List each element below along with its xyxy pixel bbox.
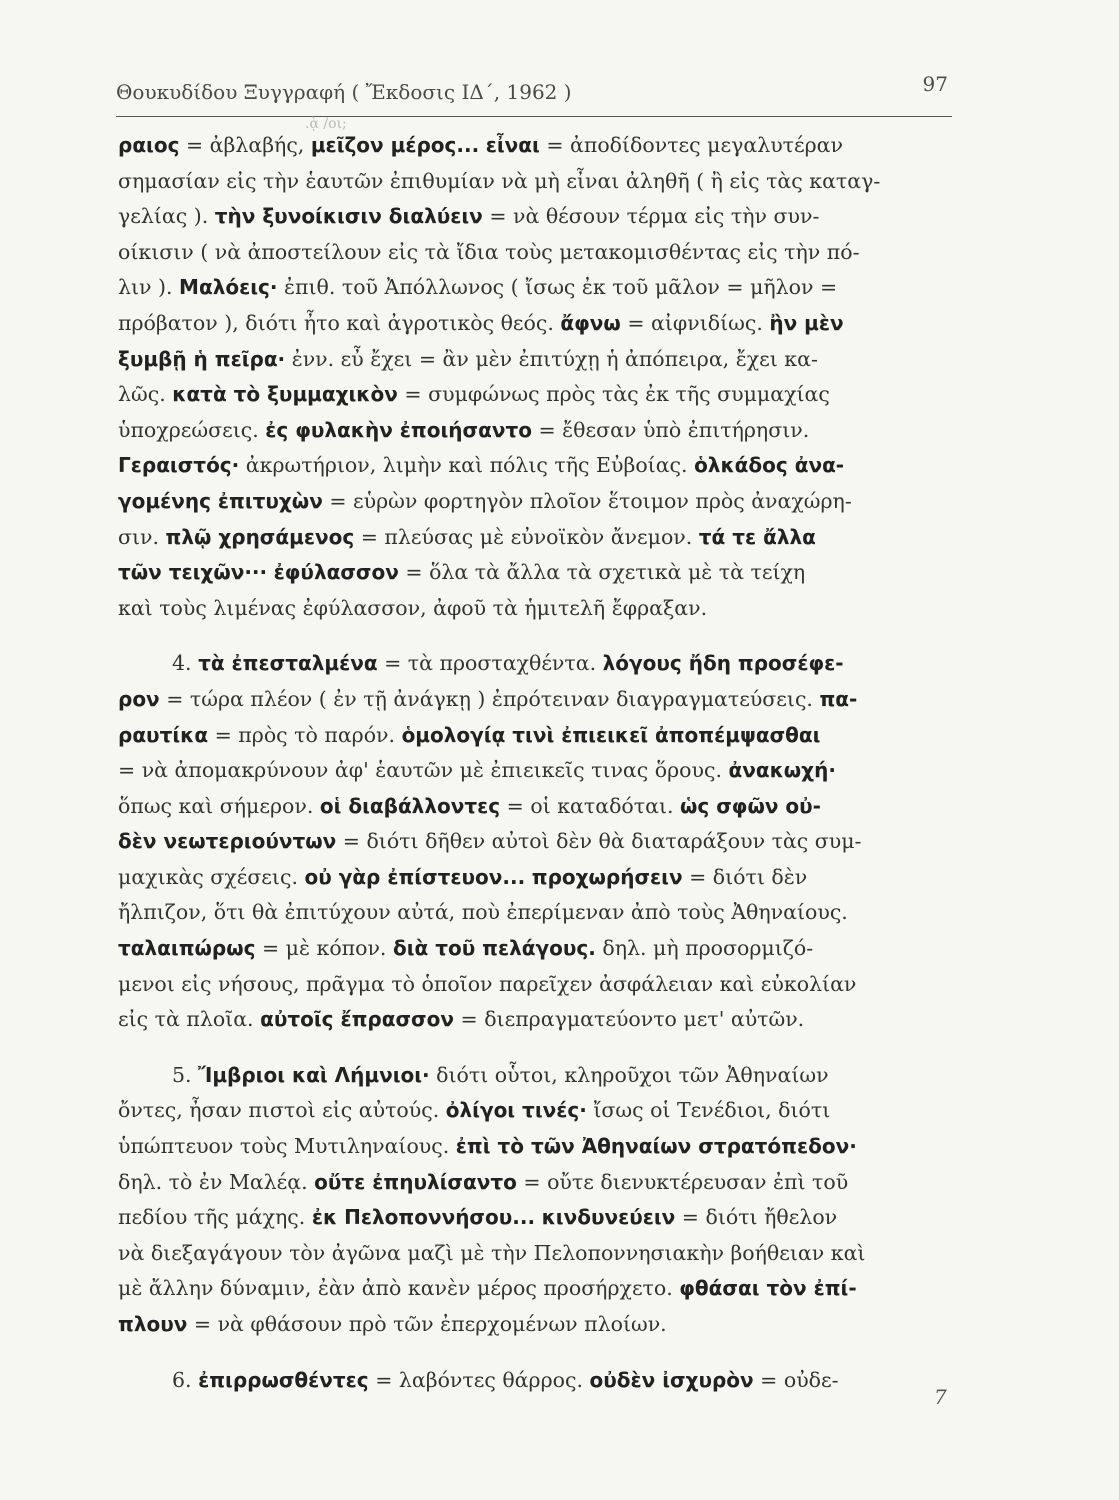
lemma-term: οἱ διαβάλλοντες <box>319 793 501 818</box>
lemma-term: Γεραιστός· <box>118 453 240 478</box>
lemma-term: πλῷ χρησάμενος <box>165 524 355 549</box>
gloss-text: σημασίαν εἰς τὴν ἑαυτῶν ἐπιθυμίαν νὰ μὴ εἶναι ἀληθῆ ( ἢ εἰς τὰς καταγ- <box>118 168 881 193</box>
lemma-term: ραυτίκα <box>118 722 209 747</box>
lemma-term: ἐφύλασσον <box>273 560 399 585</box>
text-line <box>118 342 958 378</box>
text-line <box>118 824 958 860</box>
gloss-text: πρόβατον ), διότι ἦτο καὶ ἀγροτικὸς θεός. <box>118 310 561 335</box>
gloss-text: = νὰ ἀπομακρύνουν ἀφ' ἑαυτῶν μὲ ἐπιεικεῖς τινας ὅρους. <box>118 758 729 783</box>
gloss-text: = νὰ φθάσουν πρὸ τῶν ἐπερχομένων πλοίων. <box>187 1312 667 1336</box>
lemma-term: οὔτε ἐπηυλίσαντο <box>314 1169 517 1194</box>
page-number: 97 <box>922 72 948 96</box>
gloss-text: = μὲ κόπον. <box>255 936 393 961</box>
gloss-text: 5. <box>172 1062 199 1087</box>
lemma-term: τά τε ἄλλα <box>698 524 816 549</box>
text-line <box>118 1165 958 1201</box>
lemma-term: αὐτοῖς ἔπρασσον <box>260 1007 454 1032</box>
lemma-term: πλουν <box>118 1312 188 1336</box>
lemma-term: ἐπὶ τὸ τῶν Ἀθηναίων στρατόπεδον· <box>455 1134 857 1159</box>
text-line <box>118 235 958 271</box>
text-line <box>118 164 958 200</box>
text-line <box>118 377 958 413</box>
gloss-text: ἐπιθ. τοῦ Ἀπόλλωνος ( ἴσως ἐκ τοῦ μᾶλον = μῆλον = <box>277 275 838 300</box>
lemma-term: ὁμολογίᾳ τινὶ ἐπιεικεῖ ἀποπέμψασθαι <box>401 722 821 747</box>
lemma-term: ὁλκάδος ἀνα- <box>694 453 845 478</box>
lemma-term: ἢν μὲν <box>769 310 844 335</box>
gloss-text: γελίας ). <box>118 204 215 229</box>
gloss-text: νὰ διεξαγάγουν τὸν ἀγῶνα μαζὶ μὲ τὴν Πελοποννησιακὴν βοήθειαν καὶ <box>118 1240 866 1265</box>
text-line <box>118 682 958 718</box>
lemma-term: ἄφνω <box>560 310 621 335</box>
text-line <box>118 1002 958 1038</box>
text-line <box>118 646 958 682</box>
gloss-text: λιν ). <box>118 275 180 300</box>
lemma-term: δὲν νεωτεριούντων <box>118 829 337 854</box>
gloss-text: = ἔθεσαν ὑπὸ ἐπιτήρησιν. <box>531 417 810 442</box>
gloss-text: = συμφώνως πρὸς τὰς ἐκ τῆς συμμαχίας <box>397 382 830 407</box>
gloss-text: ἀκρωτήριον, λιμὴν καὶ πόλις τῆς Εὐβοίας. <box>239 453 695 478</box>
text-line <box>118 1129 958 1165</box>
text-line <box>118 753 958 789</box>
gloss-text: = ἀποδίδοντες μεγαλυτέραν <box>539 133 843 157</box>
text-line <box>118 967 958 1003</box>
gloss-text: ὅπως καὶ σήμερον. <box>118 793 320 818</box>
commentary-body <box>118 128 958 1398</box>
gloss-text: = τὰ προσταχθέντα. <box>377 651 603 676</box>
lemma-term: ρον <box>118 686 160 711</box>
gloss-text: = οὔτε διενυκτέρευσαν ἐπὶ τοῦ <box>516 1169 849 1194</box>
text-line <box>118 860 958 896</box>
gloss-text: ὑποχρεώσεις. <box>118 417 266 442</box>
gloss-text: ὑπώπτευον τοὺς Μυτιληναίους. <box>118 1134 456 1159</box>
gloss-text: = πλεύσας μὲ εὐνοϊκὸν ἄνεμον. <box>354 524 699 549</box>
gloss-text: ἴσως οἱ Τενέδιοι, διότι <box>586 1098 831 1123</box>
gloss-text: = διότι δὲν <box>682 864 808 889</box>
gloss-text: μὲ ἄλλην δύναμιν, ἐὰν ἀπὸ κανὲν μέρος προσήρχετο. <box>118 1276 680 1301</box>
lemma-term: λόγους ἤδη προσέφε- <box>602 651 844 676</box>
lemma-term: κινδυνεύειν <box>541 1205 676 1230</box>
gloss-text: δηλ. μὴ προσορμιζό- <box>595 936 814 961</box>
gloss-text: = νὰ θέσουν τέρμα εἰς τὴν συν- <box>482 204 820 229</box>
lemma-term: ἐκ Πελοποννήσου... <box>311 1205 536 1230</box>
gloss-text: διότι οὗτοι, κληροῦχοι τῶν Ἀθηναίων <box>429 1062 829 1087</box>
text-line <box>118 270 958 306</box>
gloss-text: οίκισιν ( νὰ ἀποστείλουν εἰς τὰ ἴδια τοὺς μετακομισθέντας εἰς τὴν πό- <box>118 239 860 264</box>
lemma-term: ξυμβῇ ἡ πεῖρα· <box>118 346 286 371</box>
gloss-text: μενοι εἰς νήσους, πρᾶγμα τὸ ὁποῖον παρεῖχεν ἀσφάλειαν καὶ εὐκολίαν <box>118 971 857 996</box>
text-line <box>118 128 958 164</box>
lemma-term: οὐ γὰρ ἐπίστευον... <box>304 864 526 889</box>
gloss-text: 4. <box>172 651 199 676</box>
text-line <box>118 199 958 235</box>
gloss-text: εἰς τὰ πλοῖα. <box>118 1007 261 1032</box>
header-rule <box>116 116 952 117</box>
gloss-text: = ὅλα τὰ ἄλλα τὰ σχετικὰ μὲ τὰ τείχη <box>398 560 806 585</box>
gloss-text: ἤλπιζον, ὅτι θὰ ἐπιτύχουν αὐτά, ποὺ ἐπερίμεναν ἀπὸ τοὺς Ἀθηναίους. <box>118 900 848 925</box>
gloss-text: μαχικὰς σχέσεις. <box>118 864 305 889</box>
text-line <box>118 413 958 449</box>
text-line <box>118 1093 958 1129</box>
gloss-text: λῶς. <box>118 382 173 407</box>
bleed-through-text: .ᾲ /οι; <box>305 116 347 132</box>
text-line <box>118 1058 958 1094</box>
lemma-term: τῶν τειχῶν··· <box>118 560 268 585</box>
gloss-text: = τώρα πλέον ( ἐν τῇ ἀνάγκῃ ) ἐπρότειναν διαγραγματεύσεις. <box>159 686 820 711</box>
gloss-text: = πρὸς τὸ παρόν. <box>208 722 402 747</box>
lemma-term: ἐπιρρωσθέντες <box>198 1367 369 1392</box>
lemma-term: διὰ τοῦ πελάγους. <box>392 936 596 961</box>
gloss-text: = εὑρὼν φορτηγὸν πλοῖον ἕτοιμον πρὸς ἀναχώρη- <box>322 488 852 513</box>
lemma-term: ταλαιπώρως <box>118 936 256 961</box>
gloss-text: = αἰφνιδίως. <box>620 310 770 335</box>
lemma-term: προχωρήσειν <box>531 864 683 889</box>
text-line <box>118 1200 958 1236</box>
text-line <box>118 895 958 931</box>
gloss-text: = διεπραγματεύοντο μετ' αὐτῶν. <box>453 1007 805 1032</box>
text-line <box>118 1363 958 1399</box>
gloss-text: ἐνν. εὖ ἔχει = ἂν μὲν ἐπιτύχῃ ἡ ἀπόπειρα, ἔχει κα- <box>285 346 818 371</box>
lemma-term: τὴν ξυνοίκισιν διαλύειν <box>214 204 483 229</box>
lemma-term: πα- <box>819 686 858 711</box>
text-line <box>118 1271 958 1307</box>
lemma-term: ὡς σφῶν οὐ- <box>680 793 821 818</box>
lemma-term: ραιος <box>118 133 180 157</box>
lemma-term: Μαλόεις· <box>179 275 278 300</box>
lemma-term: μεῖζον μέρος... <box>310 133 480 157</box>
gloss-text: 6. <box>172 1367 199 1392</box>
text-line <box>118 1307 958 1343</box>
gloss-text: = λαβόντες θάρρος. <box>368 1367 590 1392</box>
lemma-term: φθάσαι τὸν ἐπί- <box>679 1276 857 1301</box>
gloss-text: = ἀβλαβής, <box>179 133 311 157</box>
text-line <box>118 591 958 627</box>
text-line <box>118 520 958 556</box>
running-head-title: Θουκυδίδου Ξυγγραφή ( Ἔκδοσις ΙΔ΄, 1962 ) <box>116 80 572 104</box>
lemma-term: γομένης ἐπιτυχὼν <box>118 488 323 513</box>
signature-mark: 7 <box>934 1385 947 1409</box>
lemma-term: κατὰ τὸ ξυμμαχικὸν <box>172 382 398 407</box>
gloss-text: = διότι ἤθελον <box>675 1205 838 1230</box>
text-line <box>118 306 958 342</box>
text-line <box>118 718 958 754</box>
lemma-term: ἀνακωχή· <box>728 758 836 783</box>
lemma-term: Ἴμβριοι καὶ Λήμνιοι· <box>198 1062 430 1087</box>
gloss-text: = οἱ καταδόται. <box>500 793 681 818</box>
text-line <box>118 484 958 520</box>
text-line <box>118 1236 958 1272</box>
gloss-text: πεδίου τῆς μάχης. <box>118 1205 312 1230</box>
lemma-term: ὀλίγοι τινές· <box>445 1098 587 1123</box>
text-line <box>118 555 958 591</box>
gloss-text: = οὐδε- <box>753 1367 839 1392</box>
lemma-term: τὰ ἐπεσταλμένα <box>198 651 378 676</box>
gloss-text: = διότι δῆθεν αὐτοὶ δὲν θὰ διαταράξουν τὰς συμ- <box>336 829 862 854</box>
text-line <box>118 789 958 825</box>
text-line <box>118 448 958 484</box>
gloss-text: δηλ. τὸ ἐν Μαλέᾳ. <box>118 1169 315 1194</box>
lemma-term: ἐς φυλακὴν ἐποιήσαντο <box>265 417 532 442</box>
lemma-term: εἶναι <box>485 133 540 157</box>
gloss-text: καὶ τοὺς λιμένας ἐφύλασσον, ἀφοῦ τὰ ἡμιτελῆ ἔφραξαν. <box>118 595 708 620</box>
gloss-text: ὄντες, ἦσαν πιστοὶ εἰς αὐτούς. <box>118 1098 446 1123</box>
gloss-text: σιν. <box>118 524 166 549</box>
lemma-term: οὐδὲν ἰσχυρὸν <box>589 1367 754 1392</box>
text-line <box>118 931 958 967</box>
